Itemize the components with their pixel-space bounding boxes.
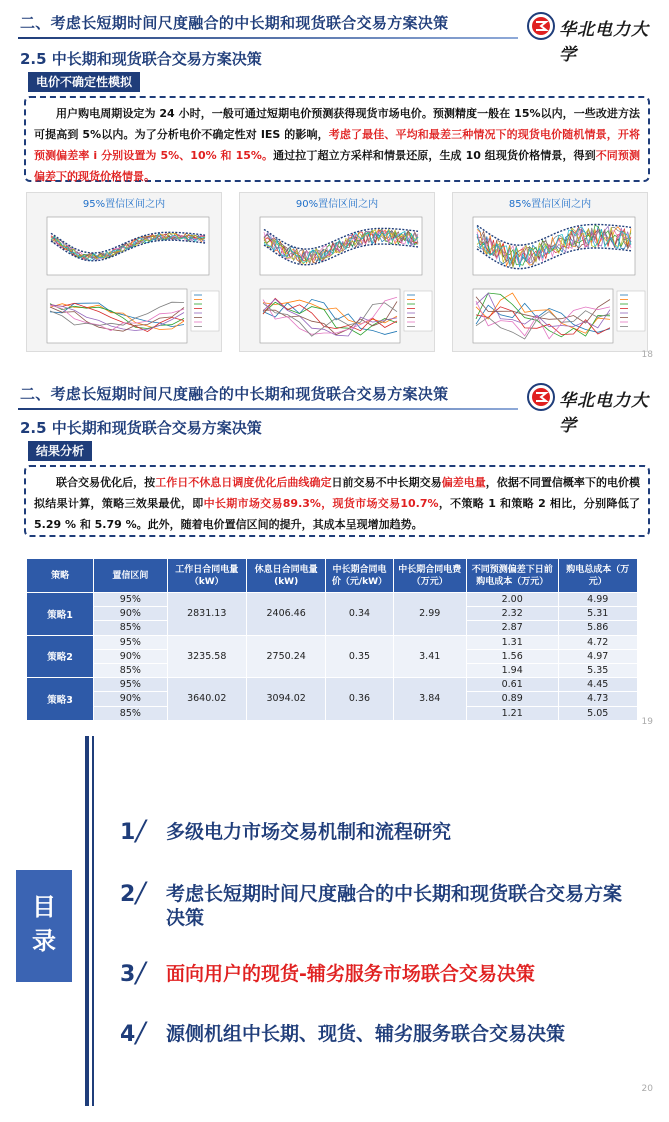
header-title: 二、考虑长短期时间尺度融合的中长期和现货联合交易方案决策 [20,14,449,32]
total-cell: 4.45 [558,678,637,692]
legend-box [617,291,645,331]
text-part: 日前交易不中长期交易 [331,476,442,489]
ci-cell: 95% [94,593,167,607]
header-underline [18,37,518,39]
toc-number: 3 [120,962,136,987]
header-title: 二、考虑长短期时间尺度融合的中长期和现货联合交易方案决策 [20,385,449,403]
fee-cell: 2.99 [393,593,466,636]
scenario-chart-95 [26,192,222,352]
ci-cell: 90% [94,649,167,663]
toc-slash-icon: / [136,1016,146,1049]
total-cell: 5.05 [558,706,637,720]
results-table [26,558,638,721]
toc-number: 1 [120,820,136,845]
highlight-text: 工作日不休息日调度优化后曲线确定 [155,476,332,489]
fee-cell: 3.84 [393,678,466,721]
slide-price-uncertainty [0,0,669,365]
toc-slash-icon: / [136,814,146,847]
ncepu-emblem-icon [527,12,555,40]
header-underline [18,408,518,410]
highlight-text: 不同预测偏差下的现货价格情景。 [34,149,640,183]
ncepu-emblem-icon [527,383,555,411]
toc-number: 4 [120,1022,136,1047]
text-part: 联合交易优化后，按 [56,476,156,489]
scenario-chart-85 [452,192,648,352]
plot-frame [47,289,187,343]
col-header: 工作日合同电量（kW） [167,559,246,593]
ci-cell: 85% [94,663,167,677]
toc-label [16,870,72,982]
dayahead-cell: 1.94 [466,663,558,677]
toc-item-text: 面向用户的现货-辅劣服务市场联合交易决策 [166,963,535,985]
logo-text: 华北电力大学 [559,391,649,436]
text-part: ，依据不同置信概率下的电价模拟结果计算，策略三效果最优，即 [34,476,641,510]
text-part: 通过拉丁超立方采样和情景还原，生成 10 组现货价格情景，得到 [273,149,596,162]
toc-item-text: 源侧机组中长期、现货、辅劣服务联合交易决策 [166,1023,566,1045]
table-header-row [27,559,638,593]
col-header: 购电总成本（万元） [558,559,637,593]
ci-cell: 90% [94,607,167,621]
total-cell: 5.86 [558,621,637,635]
legend-box [404,291,432,331]
slide-results-analysis [0,365,669,728]
results-box [24,465,650,537]
total-cell: 4.73 [558,692,637,706]
work-contract-cell: 2831.13 [167,593,246,636]
col-header: 中长期合同电费（万元） [393,559,466,593]
ci-cell: 85% [94,706,167,720]
highlight-text: 中长期市场交易89.3%，现货市场交易10.7% [203,497,439,510]
col-header: 置信区间 [94,559,167,593]
dayahead-cell: 0.89 [466,692,558,706]
toc-item-text: 多级电力市场交易机制和流程研究 [166,821,452,843]
dayahead-cell: 2.87 [466,621,558,635]
strategy-cell: 策略1 [27,593,94,636]
ci-cell: 95% [94,678,167,692]
dayahead-cell: 2.32 [466,607,558,621]
total-cell: 4.72 [558,635,637,649]
col-header: 不同预测偏差下日前购电成本（万元） [466,559,558,593]
chart-caption: 95%置信区间之内 [82,199,166,210]
total-cell: 4.99 [558,593,637,607]
scenario-chart-90 [239,192,435,352]
chart-caption: 90%置信区间之内 [295,199,379,210]
highlight-text: 考虑了最佳、平均和最差三种情况下的现货电价随机情景，开将预测偏差率 i 分别设置为 5%、10% 和 15%。 [34,128,640,162]
price-cell: 0.34 [326,593,393,636]
ci-cell: 95% [94,635,167,649]
section-tag: 电价不确定性模拟 [28,72,140,92]
highlight-text: 偏差电量 [441,476,486,489]
table-row [27,635,638,649]
university-logo [527,12,657,65]
price-cell: 0.35 [326,635,393,678]
price-cell: 0.36 [326,678,393,721]
text-part: 用户购电周期设定为 24 小时，一般可通过短期电价预测获得现货市场电价。预测精度一般在 15%以内，一些改进方法可提高到 5%以内。为了分析电价不确定性对 IES 的影响， [34,107,640,141]
logo-text: 华北电力大学 [559,20,649,65]
strategy-cell: 策略3 [27,678,94,721]
scenario-plot [240,193,436,353]
dayahead-cell: 1.56 [466,649,558,663]
col-header: 休息日合同电量 (kW) [246,559,325,593]
rest-contract-cell: 3094.02 [246,678,325,721]
toc-slash-icon: / [136,876,146,909]
toc-label-text: 目录 [32,893,56,955]
section-title: 2.5 中长期和现货联合交易方案决策 [20,50,262,68]
slide-table-of-contents [0,728,669,1122]
section-tag: 结果分析 [28,441,92,461]
work-contract-cell: 3235.58 [167,635,246,678]
total-cell: 5.35 [558,663,637,677]
toc-item-text: 考虑长短期时间尺度融合的中长期和现货联合交易方案决策 [166,883,623,929]
description-box [24,96,650,182]
strategy-cell: 策略2 [27,635,94,678]
rest-contract-cell: 2406.46 [246,593,325,636]
toc-number: 2 [120,882,136,907]
page-number: 19 [641,717,653,727]
total-cell: 4.97 [558,649,637,663]
chart-caption: 85%置信区间之内 [508,199,592,210]
scenario-plot [27,193,223,353]
ci-cell: 90% [94,692,167,706]
toc-divider [92,736,94,1106]
work-contract-cell: 3640.02 [167,678,246,721]
total-cell: 5.31 [558,607,637,621]
ci-cell: 85% [94,621,167,635]
table-row [27,678,638,692]
text-part: ，不策略 1 和策略 2 相比，分别降低了 5.29 % 和 5.79 %。此外，随着电价置信区间的提升，其成本呈现增加趋势。 [34,497,641,531]
toc-slash-icon: / [136,956,146,989]
rest-contract-cell: 2750.24 [246,635,325,678]
dayahead-cell: 2.00 [466,593,558,607]
dayahead-cell: 1.31 [466,635,558,649]
scenario-plot [453,193,649,353]
page-number: 18 [641,350,653,360]
dayahead-cell: 1.21 [466,706,558,720]
fee-cell: 3.41 [393,635,466,678]
table-row [27,593,638,607]
section-title: 2.5 中长期和现货联合交易方案决策 [20,419,262,437]
toc-divider [85,736,89,1106]
col-header: 中长期合同电价（元/kW） [326,559,393,593]
plot-frame [260,289,400,343]
legend-box [191,291,219,331]
page-number: 20 [641,1084,653,1094]
col-header: 策略 [27,559,94,593]
university-logo [527,383,657,436]
dayahead-cell: 0.61 [466,678,558,692]
